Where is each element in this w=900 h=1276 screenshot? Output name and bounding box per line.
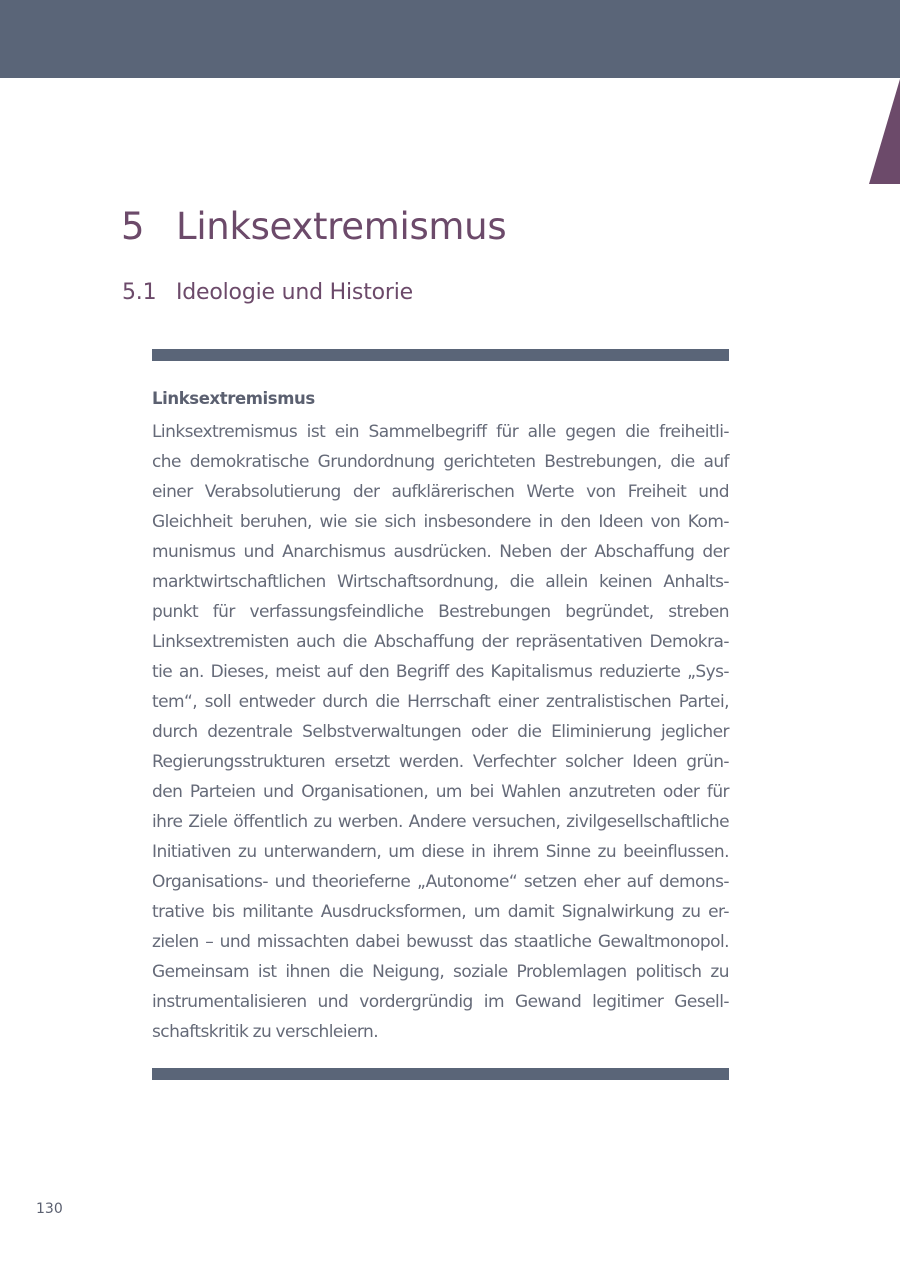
body-line: tem“, soll entweder durch die Herrschaft einer zentralistischen Partei, [152,692,729,712]
body-line: punkt für verfassungsfeindliche Bestrebungen begründet, streben [152,602,729,622]
section-title-text: Ideologie und Historie [176,280,413,305]
body-line: ihre Ziele öffentlich zu werben. Andere versuchen, zivilgesellschaftliche [152,812,729,832]
header-band [0,0,900,78]
body-line: schaftskritik zu verschleiern. [152,1022,379,1042]
body-line: che demokratische Grundordnung gerichteten Bestrebungen, die auf [152,452,729,472]
body-line: tie an. Dieses, meist auf den Begriff des Kapitalismus reduzierte „Sys- [152,662,729,682]
body-line: Linksextremismus ist ein Sammelbegriff für alle gegen die freiheitli- [152,422,729,442]
body-line: trative bis militante Ausdrucksformen, um damit Signalwirkung zu er- [152,902,729,922]
definition-box-top-rule [152,349,729,361]
chapter-number: 5 [121,205,145,248]
body-line: marktwirtschaftlichen Wirtschaftsordnung, die allein keinen Anhalts- [152,572,729,592]
section-title [122,280,413,305]
body-line: Regierungsstrukturen ersetzt werden. Verfechter solcher Ideen grün- [152,752,729,772]
chapter-title [121,205,506,248]
chapter-title-text: Linksextremismus [176,205,507,248]
definition-box-heading: Linksextremismus [152,389,315,408]
body-line: munismus und Anarchismus ausdrücken. Neben der Abschaffung der [152,542,729,562]
body-line: instrumentalisieren und vordergründig im Gewand legitimer Gesell- [152,992,729,1012]
section-number: 5.1 [122,280,157,305]
body-line: durch dezentrale Selbstverwaltungen oder die Eliminierung jeglicher [152,722,729,742]
body-line: Gleichheit beruhen, wie sie sich insbesondere in den Ideen von Kom- [152,512,729,532]
body-line: Organisations- und theorieferne „Autonome“ setzen eher auf demons- [152,872,729,892]
body-line: den Parteien und Organisationen, um bei Wahlen anzutreten oder für [152,782,729,802]
body-line: Initiativen zu unterwandern, um diese in ihrem Sinne zu beeinflussen. [152,842,729,862]
body-line: einer Verabsolutierung der aufklärerischen Werte von Freiheit und [152,482,729,502]
body-line: Gemeinsam ist ihnen die Neigung, soziale Problemlagen politisch zu [152,962,729,982]
page-number: 130 [36,1201,63,1217]
definition-box-body [152,417,729,1047]
corner-triangle-decoration [869,79,900,184]
definition-box-bottom-rule [152,1068,729,1080]
body-line: Linksextremisten auch die Abschaffung der repräsentativen Demokra- [152,632,729,652]
body-line: zielen – und missachten dabei bewusst das staatliche Gewaltmonopol. [152,932,729,952]
